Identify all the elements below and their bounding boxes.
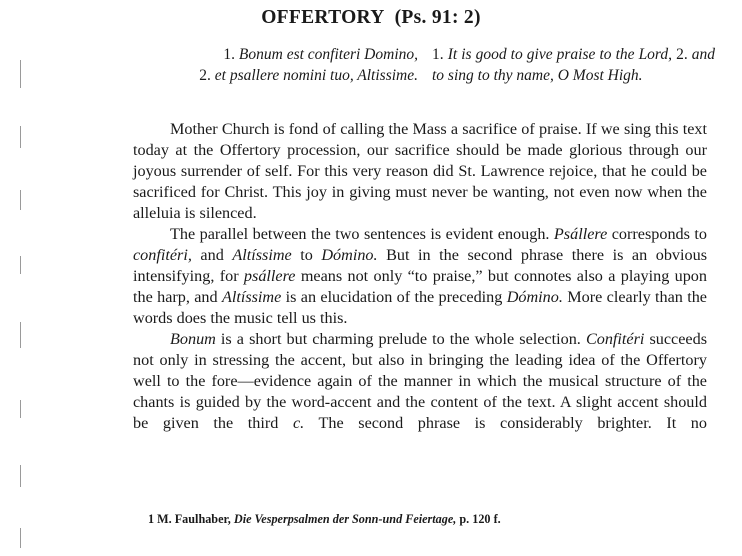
latin-line-1: 1. Bonum est confiteri Domino, bbox=[223, 46, 418, 63]
latin-line-2: 2. et psallere nomini tuo, Altissime. bbox=[199, 67, 418, 84]
footnote-marker: 1 bbox=[148, 512, 155, 526]
margin-binding-marks bbox=[20, 60, 22, 550]
english-translation: 1. It is good to give praise to the Lord, 2. and to sing to thy name, O Most High. bbox=[432, 46, 716, 84]
footnote-pages: p. 120 f. bbox=[459, 512, 501, 526]
paragraph-2: The parallel between the two sentences is evident enough. Psállere corresponds to confitéri, and Altíssime to Dómino. But in the second phrase there is an obvious intensifying, for psállere means not only “to praise,” but connotes also a playing upon the harp, and Altíssime is an elucidation of the preceding Dómino. More clearly than the words does the music tell us this. bbox=[133, 225, 707, 327]
commentary-body bbox=[133, 119, 707, 434]
paragraph-3: Bonum is a short but charming prelude to the whole selection. Confitéri succeeds not only in stressing the accent, but also in bringing the leading idea of the Offertory well to the fore—evidence again of the manner in which the musical structure of the chants is guided by the word-accent and the content of the text. A slight accent should be given the third c. The second phrase is considerably brighter. It no bbox=[133, 330, 708, 432]
heading-title: OFFERTORY bbox=[261, 7, 385, 28]
footnote-author: M. Faulhaber, bbox=[157, 512, 231, 526]
footnote-title: Die Vesperpsalmen der Sonn-und Feiertage, bbox=[233, 512, 457, 526]
page-heading bbox=[0, 7, 742, 29]
heading-reference: (Ps. 91: 2) bbox=[394, 7, 481, 28]
footnote bbox=[148, 512, 501, 527]
paragraph-1: Mother Church is fond of calling the Mass a sacrifice of praise. If we sing this text today at the Offertory procession, our sacrifice should be made glorious through our joyous surrender of self. For this very reason did St. Lawrence rejoice, that he could be sacrificed for Christ. This joy in giving must never be wanting, not even now when the alleluia is silenced. bbox=[133, 120, 707, 222]
latin-text bbox=[133, 44, 418, 86]
